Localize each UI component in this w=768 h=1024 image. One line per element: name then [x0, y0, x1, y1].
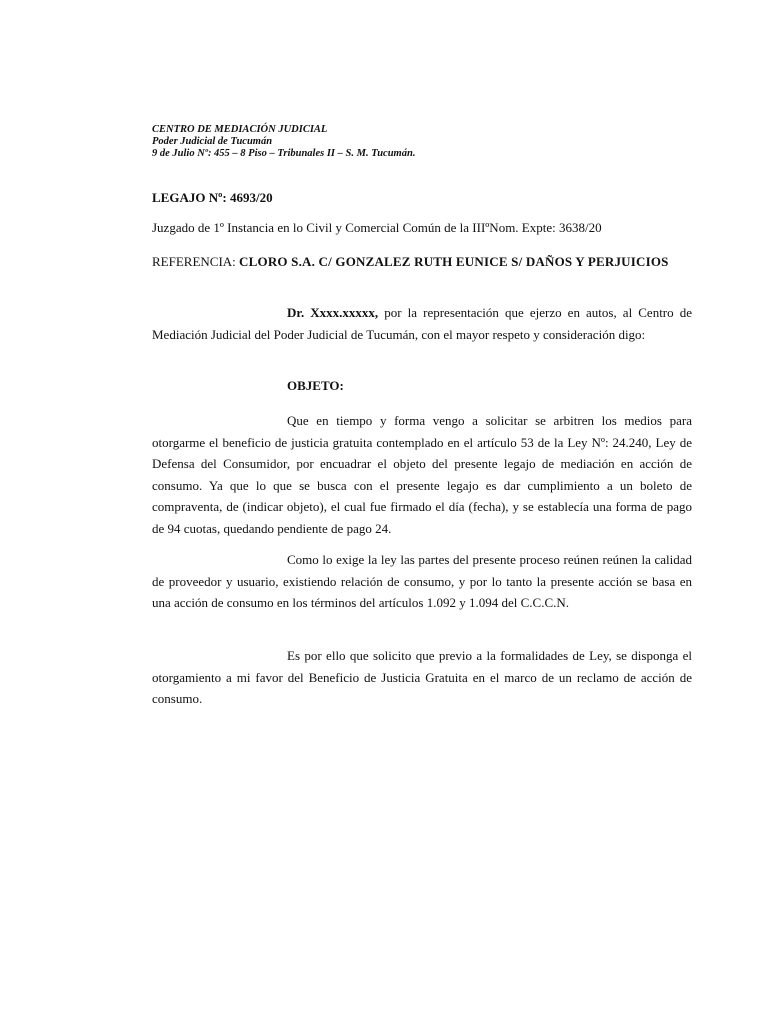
letterhead-court: Poder Judicial de Tucumán: [152, 136, 273, 147]
body-paragraph: Que en tiempo y forma vengo a solicitar se arbitren los medios para otorgarme el beneficio de justicia gratuita contemplado en el artículo 53 de la Ley Nº: 24.240, Ley de Defensa del Consumidor, por encuadrar el objeto del presente legajo de mediación en acción de consumo. Ya que lo que se busca con el presente legajo es dar cumplimiento a un boleto de compraventa, de (indicar objeto), el cual fue firmado el día (fecha), y se establecía una forma de pago de 94 cuotas, quedando pendiente de pago 24.: [152, 413, 692, 536]
lawyer-name: Dr. Xxxx.xxxxx,: [287, 305, 379, 320]
reference-label: REFERENCIA:: [152, 254, 240, 269]
reference-block: [152, 252, 692, 272]
reference-value: CLORO S.A. C/ GONZALEZ RUTH EUNICE S/ DAÑOS Y PERJUICIOS: [239, 254, 669, 269]
intro-text: por la representación que ejerzo en autos, al Centro de Mediación Judicial del Poder Judicial de Tucumán, con el mayor respeto y consideración digo:: [152, 305, 692, 342]
intro-paragraph: [152, 302, 692, 345]
letterhead-institution: CENTRO DE MEDIACIÓN JUDICIAL: [152, 124, 328, 135]
legajo-number: LEGAJO Nº: 4693/20: [152, 190, 273, 205]
body-paragraph: Es por ello que solicito que previo a la formalidades de Ley, se disponga el otorgamiento a mi favor del Beneficio de Justicia Gratuita en el marco de un reclamo de acción de consumo.: [152, 648, 692, 706]
body-paragraph: Como lo exige la ley las partes del presente proceso reúnen reúnen la calidad de proveedor y usuario, existiendo relación de consumo, y por lo tanto la presente acción se basa en una acción de consumo en los términos del artículos 1.092 y 1.094 del C.C.C.N.: [152, 552, 692, 610]
letterhead-address: 9 de Julio Nº: 455 – 8 Piso – Tribunales II – S. M. Tucumán.: [152, 148, 416, 159]
letterhead: [152, 124, 692, 160]
section-title-objeto: OBJETO:: [287, 378, 344, 393]
court-line: Juzgado de 1º Instancia en lo Civil y Comercial Común de la IIIºNom. Expte: 3638/20: [152, 220, 602, 235]
